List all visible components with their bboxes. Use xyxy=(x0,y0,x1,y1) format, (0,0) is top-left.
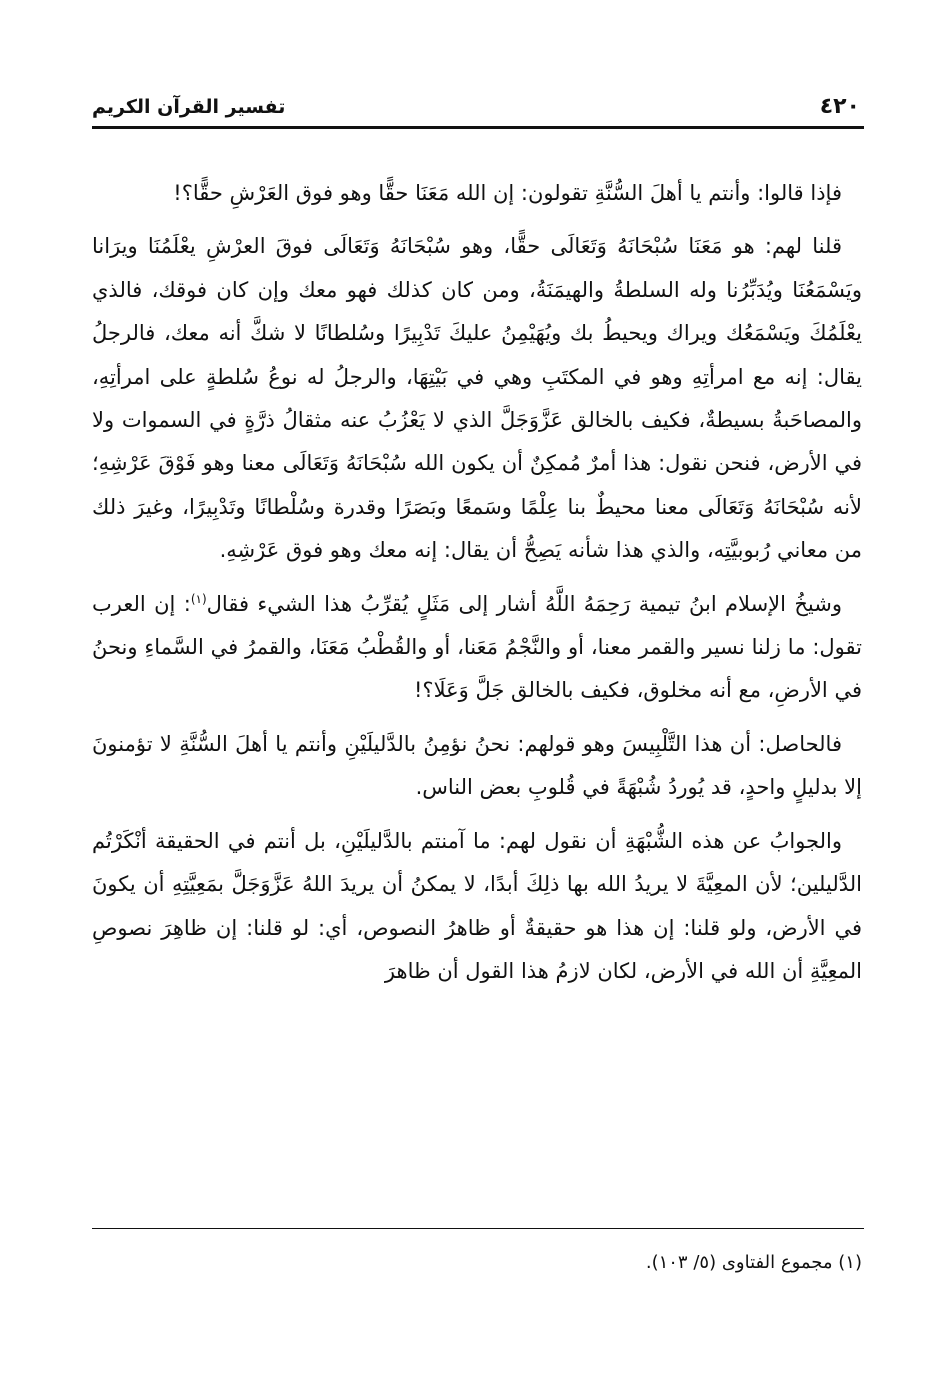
paragraph-response: والجوابُ عن هذه الشُّبْهَةِ أن نقول لهم: ما آمنتم بالدَّليلَيْنِ، بل أنتم في الحقيقة أنْكَرْتُم الدَّليلين؛ لأن المعِيَّةَ لا يريدُ الله بها ذلِكَ أبدًا، لا يمكنُ أن يريدَ اللهُ عَزَّوَجَلَّ بمَعِيَّتِهِ أن يكونَ في الأرض، ولو قلنا: إن هذا هو حقيقةٌ أو ظاهرُ النصوص، أي: لو قلنا: إن ظاهِرَ نصوصِ المعِيَّةِ أن الله في الأرض، لكان لازمُ هذا القول أن ظاهرَ xyxy=(92,828,862,983)
footnote-reference[interactable]: (١) xyxy=(190,591,207,606)
paragraph-ibn-taymiyya-lead: وشيخُ الإسلام ابنُ تيمية رَحِمَهُ اللَّهُ أشار إلى مَثَلٍ يُقرِّبُ هذا الشيء فقال xyxy=(206,591,842,616)
paragraph-question: فإذا قالوا: وأنتم يا أهلَ السُّنَّةِ تقولون: إن الله مَعَنَا حقًّا وهو فوق العَرْشِ حقًّا؟! xyxy=(173,181,842,205)
footnote-divider xyxy=(92,1228,864,1229)
footnote: (١) مجموع الفتاوى (٥/ ١٠٣). xyxy=(645,1252,862,1273)
paragraph-conclusion: فالحاصل: أن هذا التَّلْبِيسَ وهو قولهم: نحنُ نؤمِنُ بالدَّليلَيْنِ وأنتم يا أهلَ السُّنَّةِ لا تؤمنونَ إلا بدليلٍ واحدٍ، قد يُوردُ شُبْهَةً في قُلوبِ بعض الناس. xyxy=(92,731,862,800)
paragraph-ibn-taymiyya-quote: العرب تقول: ما زلنا نسير والقمر معنا، أو والنَّجْمُ مَعَنا، أو والقُطْبُ مَعَنَا، والقمرُ في السَّماءِ ونحنُ في الأرضِ، مع أنه مخلوق، فكيف بالخالق جَلَّ وَعَلَا؟! xyxy=(92,591,862,703)
paragraph-answer: قلنا لهم: هو مَعَنَا سُبْحَانَهُ وَتَعَالَى حقًّا، وهو سُبْحَانَهُ وَتَعَالَى فوقَ العرْشِ يعْلَمُنَا ويرَانا ويَسْمَعُنَا ويُدَبِّرُنا وله السلطةُ والهيمَنَةُ، ومن كان كذلك فهو معك وإن كان فوقك، فالذي يعْلَمُكَ ويَسْمَعُك ويراك ويحيطُ بك ويُهَيْمِنُ عليكَ تَدْبِيرًا وسُلطانًا لا شكَّ أنه معك، فالرجلُ يقال: إنه مع امرأتِهِ وهو في المكتَبِ وهي في بَيْتِهَا، والرجلُ له نوعُ سُلطةٍ على امرأتِهِ، والمصاحَبةُ بسيطةٌ، فكيف بالخالق عَزَّوَجَلَّ الذي لا يَعْزُبُ عنه مثقالُ ذرَّةٍ في السموات ولا في الأرض، فنحن نقول: هذا أمرٌ مُمكِنٌ أن يكون الله سُبْحَانَهُ وَتَعَالَى معنا وهو فَوْقَ عَرْشِهِ؛ لأنه سُبْحَانَهُ وَتَعَالَى معنا محيطٌ بنا عِلْمًا وسَمعًا وبَصَرًا وقدرة وسُلْطانًا وتَدْبِيرًا، وغيرَ ذلك من معاني رُبوبيَّتِه، والذي هذا شأنه يَصِحُّ أن يقال: إنه معك وهو فوق عَرْشِهِ. xyxy=(92,234,862,563)
page-header xyxy=(92,92,860,126)
running-title: تفسير القرآن الكريم xyxy=(92,96,286,118)
paragraph-ibn-taymiyya: وشيخُ الإسلام ابنُ تيمية رَحِمَهُ اللَّهُ أشار إلى مَثَلٍ يُقرِّبُ هذا الشيء فقال$^{(١)}$: إن العرب تقول: ما زلنا نسير والقمر معنا، أو والنَّجْمُ مَعَنا، أو والقُطْبُ مَعَنَا، والقمرُ في السَّماءِ ونحنُ في الأرضِ، مع أنه مخلوق، فكيف بالخالق جَلَّ وَعَلَا؟! xyxy=(92,591,862,703)
header-divider xyxy=(92,126,864,129)
main-text xyxy=(92,172,862,1003)
page-number: ٤٢٠ xyxy=(819,94,860,119)
